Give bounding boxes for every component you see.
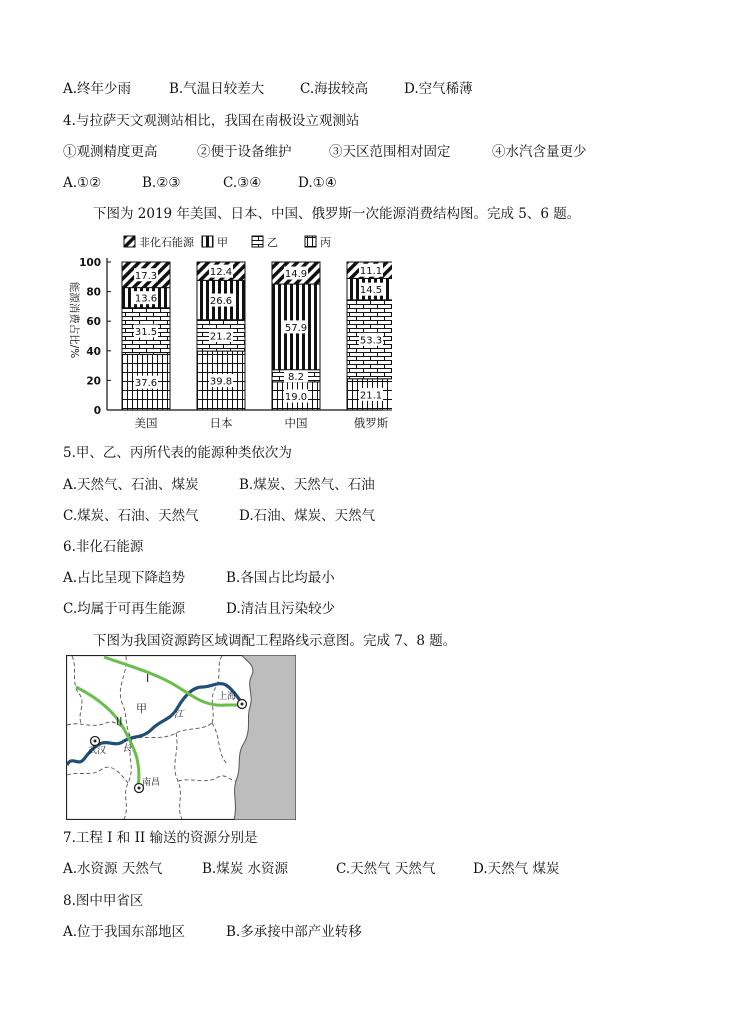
q5-option-b: B.煤炭、天然气、石油 — [239, 477, 375, 493]
q3-option-d: D.空气稀薄 — [404, 81, 473, 97]
label-river-jiang: 江 — [174, 709, 184, 720]
bar-value-label: 26.6 — [209, 296, 233, 308]
q4-option-d: D.①④ — [298, 175, 337, 191]
x-category-label: 日本 — [209, 416, 233, 430]
chart-bars — [122, 262, 392, 410]
q3-option-a: A.终年少雨 — [63, 81, 132, 97]
energy-chart — [62, 228, 392, 438]
q8-stem: 8.图中甲省区 — [63, 893, 144, 909]
legend-swatch-jia — [202, 236, 213, 247]
label-nanchang: 南昌 — [142, 778, 161, 788]
q8-option-b: B.多承接中部产业转移 — [226, 924, 362, 940]
q7-option-c: C.天然气 天然气 — [336, 861, 436, 877]
q3-option-c: C.海拔较高 — [300, 81, 369, 97]
bar-value-label: 14.5 — [359, 285, 383, 297]
bar-value-label: 31.5 — [134, 327, 158, 339]
label-wuhan: 武汉 — [88, 746, 107, 756]
q7-option-a: A.水资源 天然气 — [63, 861, 163, 877]
q4-stem: 4.与拉萨天文观测站相比，我国在南极设立观测站 — [63, 113, 360, 129]
resource-map-svg — [66, 655, 296, 820]
y-tick-label: 100 — [79, 257, 101, 269]
label-shanghai: 上海 — [218, 692, 237, 702]
y-tick-label: 20 — [86, 375, 101, 388]
q6-option-b: B.各国占比均最小 — [226, 570, 335, 586]
q7-option-d: D.天然气 煤炭 — [473, 861, 560, 877]
y-tick-label: 80 — [86, 286, 101, 299]
q8-option-a: A.位于我国东部地区 — [63, 924, 186, 940]
q4-option-c: C.③④ — [223, 175, 262, 191]
bar-value-label: 8.2 — [288, 371, 304, 383]
bar-value-label: 53.3 — [359, 335, 383, 347]
x-category-label: 中国 — [284, 416, 308, 430]
legend-label-non-fossil: 非化石能源 — [139, 236, 194, 249]
bar-value-label: 39.8 — [209, 376, 233, 388]
nanchang-marker-dot — [138, 787, 141, 790]
label-province-jia: 甲 — [136, 702, 147, 715]
bar-value-label: 57.9 — [284, 322, 308, 334]
bar-value-label: 21.1 — [359, 390, 383, 402]
q4-item-4: ④水汽含量更少 — [492, 144, 587, 160]
bar-value-label: 21.2 — [209, 331, 233, 343]
q3-option-b: B.气温日较差大 — [169, 81, 265, 97]
chart-ylabel: 能源消费占比/% — [68, 281, 80, 359]
q5-stem: 5.甲、乙、丙所代表的能源种类依次为 — [63, 445, 292, 461]
q5-option-a: A.天然气、石油、煤炭 — [63, 477, 199, 493]
q7-option-b: B.煤炭 水资源 — [202, 861, 289, 877]
label-river-chang: 长 — [122, 743, 132, 754]
y-tick-label: 60 — [86, 316, 101, 329]
legend-swatch-non-fossil — [124, 236, 135, 247]
q4-option-b: B.②③ — [142, 175, 181, 191]
q5-option-c: C.煤炭、石油、天然气 — [63, 508, 199, 524]
q7-stem: 7.工程 I 和 II 输送的资源分别是 — [63, 830, 258, 846]
q6-option-c: C.均属于可再生能源 — [63, 601, 186, 617]
chart-legend — [124, 235, 331, 249]
resource-map — [66, 655, 296, 820]
legend-label-jia: 甲 — [217, 236, 228, 249]
y-tick-label: 0 — [93, 405, 101, 417]
shanghai-marker-dot — [241, 703, 244, 706]
bar-value-label: 17.3 — [134, 270, 158, 282]
q4-item-3: ③天区范围相对固定 — [329, 144, 451, 160]
y-tick-label: 40 — [86, 345, 101, 358]
intro-7-8: 下图为我国资源跨区域调配工程路线示意图。完成 7、8 题。 — [93, 633, 457, 649]
bar-value-label: 19.0 — [284, 391, 308, 403]
chart-y-axis — [79, 257, 111, 417]
q5-option-d: D.石油、煤炭、天然气 — [239, 508, 376, 524]
intro-5-6: 下图为 2019 年美国、日本、中国、俄罗斯一次能源消费结构图。完成 5、6 题。 — [93, 206, 581, 222]
legend-swatch-bing — [305, 236, 316, 247]
q4-item-2: ②便于设备维护 — [197, 144, 292, 160]
x-category-label: 美国 — [134, 416, 158, 430]
wuhan-marker-dot — [94, 740, 97, 743]
legend-swatch-yi — [252, 236, 263, 247]
q6-option-d: D.清洁且污染较少 — [226, 601, 336, 617]
x-category-label: 俄罗斯 — [353, 416, 389, 430]
label-route-i: I — [146, 672, 150, 685]
legend-label-bing: 丙 — [320, 236, 331, 249]
chart-x-axis — [107, 410, 389, 430]
energy-chart-svg — [62, 228, 392, 438]
q6-stem: 6.非化石能源 — [63, 539, 144, 555]
q6-option-a: A.占比呈现下降趋势 — [63, 570, 186, 586]
bar-value-label: 37.6 — [134, 378, 158, 390]
bar-value-label: 13.6 — [134, 293, 158, 305]
bar-value-label: 14.9 — [284, 269, 308, 281]
legend-label-yi: 乙 — [267, 236, 278, 249]
bar-value-label: 11.1 — [359, 266, 383, 278]
q4-item-1: ①观测精度更高 — [63, 144, 158, 160]
bar-value-label: 12.4 — [209, 267, 233, 279]
label-route-ii: II — [116, 715, 123, 728]
q4-option-a: A.①② — [63, 175, 102, 191]
